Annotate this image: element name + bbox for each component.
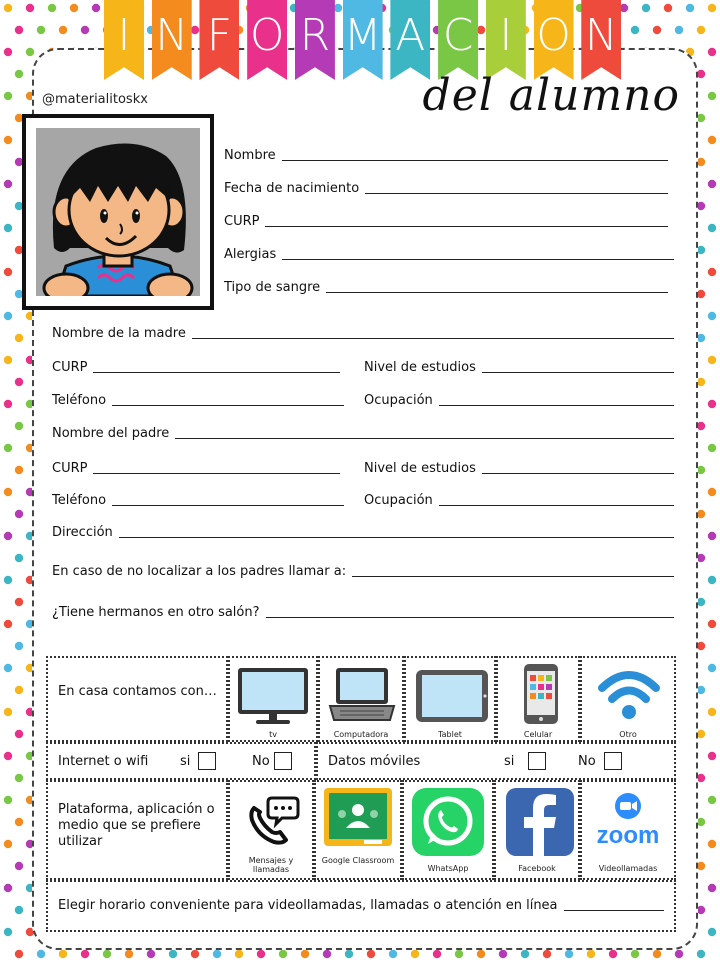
banner-letter: A: [395, 10, 426, 61]
device-caption: Tablet: [438, 730, 462, 739]
write-line[interactable]: [439, 394, 674, 406]
polka-dot: [4, 224, 12, 232]
polka-dot: [4, 840, 12, 848]
whatsapp-icon: [410, 786, 486, 858]
banner-letter: C: [442, 10, 474, 61]
polka-dot: [708, 4, 716, 12]
polka-dot: [15, 818, 23, 826]
polka-dot: [15, 70, 23, 78]
device-caption: Computadora: [333, 730, 389, 739]
field-father-education[interactable]: [364, 461, 674, 476]
write-line[interactable]: [93, 361, 340, 373]
polka-dot: [4, 796, 12, 804]
polka-dot: [279, 950, 287, 958]
laptop-icon: [328, 666, 396, 724]
no-label: No: [578, 754, 596, 769]
field-label: En caso de no localizar a los padres llamar a:: [52, 564, 347, 579]
write-line[interactable]: [119, 526, 674, 538]
polka-dot: [697, 686, 705, 694]
platform-cell-whatsapp[interactable]: [402, 780, 494, 880]
yes-label: si: [180, 754, 191, 769]
platform-cell-facebook[interactable]: [494, 780, 580, 880]
polka-dot: [4, 664, 12, 672]
page-subtitle: del alumno: [422, 70, 680, 121]
polka-dot: [37, 26, 45, 34]
polka-dot: [455, 950, 463, 958]
write-line[interactable]: [266, 606, 674, 618]
polka-dot: [4, 928, 12, 936]
polka-dot: [587, 950, 595, 958]
polka-dot: [631, 26, 639, 34]
technology-grid: [46, 656, 676, 932]
devices-intro-cell: [46, 656, 228, 742]
platform-caption: WhatsApp: [427, 864, 469, 873]
internet-cell: [46, 742, 316, 780]
field-father-phone[interactable]: [52, 493, 344, 508]
device-cell-cellphone[interactable]: [496, 656, 580, 742]
polka-dot: [4, 620, 12, 628]
banner-letter: N: [155, 10, 189, 61]
banner-letter: O: [536, 10, 571, 61]
polka-dot: [433, 950, 441, 958]
polka-dot: [686, 4, 694, 12]
polka-dot: [521, 950, 529, 958]
field-mother-curp[interactable]: [52, 360, 340, 375]
field-label: Ocupación: [364, 393, 433, 408]
polka-dot: [4, 268, 12, 276]
banner-letter: I: [499, 10, 513, 61]
polka-dot: [15, 26, 23, 34]
polka-dot: [653, 26, 661, 34]
polka-dot: [367, 950, 375, 958]
polka-dot: [4, 708, 12, 716]
platform-cell-messages[interactable]: [228, 780, 314, 880]
device-cell-other[interactable]: [580, 656, 676, 742]
polka-dot: [697, 818, 705, 826]
author-handle: @materialitoskx: [42, 92, 148, 107]
polka-dot: [323, 950, 331, 958]
polka-dot: [708, 400, 716, 408]
polka-dot: [708, 664, 716, 672]
polka-dot: [15, 774, 23, 782]
polka-dot: [708, 840, 716, 848]
polka-dot: [48, 4, 56, 12]
polka-dot: [697, 510, 705, 518]
polka-dot: [15, 466, 23, 474]
polka-dot: [15, 510, 23, 518]
field-label: Elegir horario conveniente para videollamadas, llamadas o atención en línea: [58, 898, 558, 913]
polka-dot: [92, 4, 100, 12]
polka-dot: [708, 708, 716, 716]
devices-intro: En casa contamos con…: [58, 684, 217, 699]
field-birth-date[interactable]: [224, 181, 668, 196]
polka-dot: [301, 950, 309, 958]
write-line[interactable]: [112, 494, 344, 506]
field-father-curp[interactable]: [52, 461, 340, 476]
polka-dot: [697, 862, 705, 870]
mobile-data-cell: [316, 742, 676, 780]
field-student-name[interactable]: [224, 148, 668, 163]
field-label: Dirección: [52, 525, 113, 540]
write-line[interactable]: [282, 248, 674, 260]
banner-letter: R: [299, 10, 331, 61]
platform-cell-zoom[interactable]: [580, 780, 676, 880]
polka-dot: [697, 290, 705, 298]
polka-dot: [15, 598, 23, 606]
polka-dot: [15, 862, 23, 870]
device-caption: Celular: [523, 730, 553, 739]
polka-dot: [708, 884, 716, 892]
platforms-intro-cell: [46, 780, 228, 880]
polka-dot: [631, 950, 639, 958]
polka-dot: [697, 422, 705, 430]
polka-dot: [4, 488, 12, 496]
polka-dot: [4, 752, 12, 760]
field-label: Nombre de la madre: [52, 326, 186, 341]
field-label: ¿Tiene hermanos en otro salón?: [52, 605, 260, 620]
zoom-logo-text: zoom: [596, 822, 660, 849]
polka-dot: [697, 730, 705, 738]
polka-dot: [708, 136, 716, 144]
polka-dot: [697, 246, 705, 254]
field-mother-phone[interactable]: [52, 393, 344, 408]
polka-dot: [169, 950, 177, 958]
polka-dot: [697, 378, 705, 386]
polka-dot: [708, 928, 716, 936]
polka-dot: [697, 26, 705, 34]
student-photo-frame: [22, 114, 214, 310]
polka-dot: [642, 4, 650, 12]
field-siblings[interactable]: [52, 605, 674, 620]
field-label: Nivel de estudios: [364, 461, 476, 476]
polka-dot: [697, 114, 705, 122]
polka-dot: [15, 730, 23, 738]
wifi-icon: [596, 664, 662, 724]
polka-dot: [708, 224, 716, 232]
polka-dot: [4, 136, 12, 144]
polka-dot: [708, 356, 716, 364]
polka-dot: [653, 950, 661, 958]
polka-dot: [4, 576, 12, 584]
polka-dot: [697, 554, 705, 562]
polka-dot: [59, 26, 67, 34]
phone-message-icon: [244, 794, 300, 850]
polka-dot: [675, 950, 683, 958]
polka-dot: [15, 686, 23, 694]
polka-dot: [4, 312, 12, 320]
polka-dot: [15, 378, 23, 386]
device-cell-tablet[interactable]: [404, 656, 496, 742]
field-mother-name[interactable]: [52, 326, 674, 341]
field-label: Alergias: [224, 247, 277, 262]
platform-caption: Mensajes y llamadas: [248, 856, 294, 874]
polka-dot: [697, 950, 705, 958]
polka-dot: [697, 906, 705, 914]
polka-dot: [4, 356, 12, 364]
field-label: Ocupación: [364, 493, 433, 508]
polka-dot: [125, 950, 133, 958]
polka-dot: [708, 268, 716, 276]
polka-dot: [15, 906, 23, 914]
device-cell-computer[interactable]: [318, 656, 404, 742]
polka-dot: [708, 312, 716, 320]
polka-dot: [37, 950, 45, 958]
polka-dot: [235, 950, 243, 958]
field-label: CURP: [224, 214, 260, 229]
device-cell-tv[interactable]: [228, 656, 318, 742]
write-line[interactable]: [482, 462, 674, 474]
write-line[interactable]: [112, 394, 344, 406]
write-line[interactable]: [482, 361, 674, 373]
cellphone-icon: [522, 662, 560, 726]
device-caption: Otro: [619, 730, 637, 739]
polka-dot: [675, 26, 683, 34]
polka-dot: [81, 950, 89, 958]
polka-dot: [191, 950, 199, 958]
student-girl-illustration: [36, 128, 200, 296]
polka-dot: [697, 642, 705, 650]
polka-dot: [4, 444, 12, 452]
polka-dot: [4, 400, 12, 408]
polka-dot: [411, 950, 419, 958]
polka-dot: [708, 48, 716, 56]
field-label: Tipo de sangre: [224, 280, 321, 295]
banner-letter: O: [249, 10, 285, 61]
polka-dot: [565, 950, 573, 958]
platform-caption: Facebook: [518, 864, 556, 873]
polka-dot: [59, 950, 67, 958]
write-line[interactable]: [282, 149, 668, 161]
field-label: Teléfono: [52, 493, 107, 508]
polka-dot: [4, 92, 12, 100]
field-father-name[interactable]: [52, 426, 674, 441]
field-label: Nombre del padre: [52, 426, 170, 441]
tablet-icon: [414, 668, 490, 724]
polka-dot: [697, 158, 705, 166]
polka-dot: [4, 48, 12, 56]
facebook-icon: [504, 786, 576, 858]
write-line[interactable]: [365, 182, 668, 194]
write-line[interactable]: [192, 327, 674, 339]
yes-label: si: [504, 754, 515, 769]
polka-dot: [697, 466, 705, 474]
platform-cell-classroom[interactable]: [314, 780, 402, 880]
field-blood-type[interactable]: [224, 280, 668, 295]
polka-dot: [708, 620, 716, 628]
write-line[interactable]: [175, 427, 674, 439]
banner-letter: N: [584, 10, 618, 61]
polka-dot: [708, 796, 716, 804]
field-student-curp[interactable]: [224, 214, 668, 229]
polka-dot: [4, 532, 12, 540]
polka-dot: [4, 180, 12, 188]
polka-dot: [708, 532, 716, 540]
polka-dot: [499, 950, 507, 958]
polka-dot: [477, 950, 485, 958]
field-label: Nivel de estudios: [364, 360, 476, 375]
polka-dot: [26, 4, 34, 12]
write-line[interactable]: [564, 899, 664, 911]
polka-dot: [697, 598, 705, 606]
polka-dot: [15, 554, 23, 562]
banner-letter: M: [343, 10, 382, 61]
polka-dot: [708, 444, 716, 452]
field-label: CURP: [52, 360, 88, 375]
polka-dot: [697, 202, 705, 210]
field-emergency-contact[interactable]: [52, 564, 674, 579]
polka-dot: [4, 4, 12, 12]
mobile-no-checkbox[interactable]: [604, 752, 622, 770]
field-label: Teléfono: [52, 393, 107, 408]
write-line[interactable]: [352, 565, 674, 577]
tv-icon: [236, 666, 310, 726]
polka-dot: [543, 950, 551, 958]
no-label: No: [252, 754, 270, 769]
polka-dot: [147, 950, 155, 958]
banner-letter: I: [117, 10, 131, 61]
platform-caption: Google Classroom: [321, 856, 395, 865]
field-address[interactable]: [52, 525, 674, 540]
polka-dot: [103, 950, 111, 958]
google-classroom-icon: [322, 786, 394, 848]
polka-dot: [345, 950, 353, 958]
mobile-yes-checkbox[interactable]: [528, 752, 546, 770]
device-caption: tv: [269, 730, 277, 739]
polka-dot: [697, 70, 705, 78]
polka-dot: [708, 752, 716, 760]
internet-no-checkbox[interactable]: [274, 752, 292, 770]
write-line[interactable]: [265, 215, 668, 227]
polka-dot: [697, 774, 705, 782]
internet-label: Internet o wifi: [58, 754, 149, 769]
polka-dot: [213, 950, 221, 958]
polka-dot: [697, 334, 705, 342]
internet-yes-checkbox[interactable]: [198, 752, 216, 770]
polka-dot: [81, 26, 89, 34]
polka-dot: [257, 950, 265, 958]
polka-dot: [15, 950, 23, 958]
field-allergies[interactable]: [224, 247, 674, 262]
field-father-job[interactable]: [364, 493, 674, 508]
polka-dot: [664, 4, 672, 12]
field-mother-education[interactable]: [364, 360, 674, 375]
polka-dot: [70, 4, 78, 12]
banner-letter: F: [206, 10, 233, 61]
mobile-data-label: Datos móviles: [328, 754, 421, 769]
polka-dot: [15, 642, 23, 650]
field-label: Fecha de nacimiento: [224, 181, 360, 196]
polka-dot: [708, 180, 716, 188]
write-line[interactable]: [439, 494, 674, 506]
polka-dot: [708, 92, 716, 100]
polka-dot: [708, 488, 716, 496]
polka-dot: [609, 950, 617, 958]
platforms-intro: Plataforma, aplicación o medio que se prefiere utilizar: [58, 802, 215, 849]
polka-dot: [4, 884, 12, 892]
field-label: Nombre: [224, 148, 276, 163]
zoom-camera-icon: [612, 792, 644, 820]
field-label: CURP: [52, 461, 88, 476]
polka-dot: [389, 950, 397, 958]
schedule-cell: [46, 880, 676, 932]
write-line[interactable]: [326, 281, 668, 293]
polka-dot: [15, 422, 23, 430]
field-mother-job[interactable]: [364, 393, 674, 408]
polka-dot: [15, 334, 23, 342]
write-line[interactable]: [93, 462, 340, 474]
polka-dot: [708, 576, 716, 584]
polka-dot: [26, 48, 34, 56]
field-schedule[interactable]: [58, 898, 664, 913]
platform-caption: Videollamadas: [598, 864, 658, 873]
